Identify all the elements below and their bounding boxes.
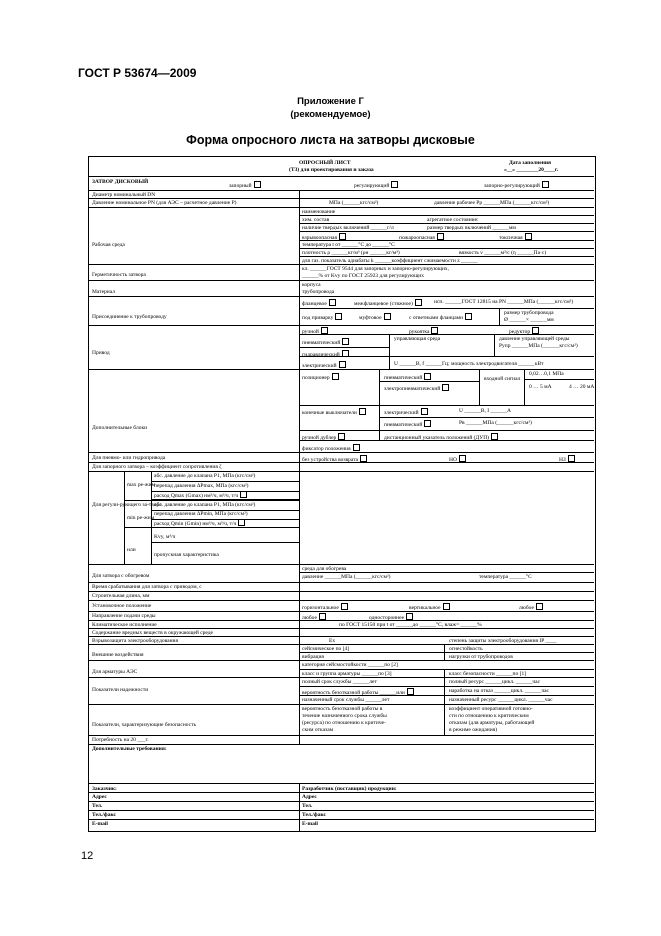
form-text: под приварку <box>302 313 342 321</box>
form-text: класс и группа арматуры ______по [3] <box>302 671 392 677</box>
rule-line <box>89 620 594 621</box>
customer-field: E-mail <box>92 821 108 827</box>
form-text: муфтовое <box>359 313 391 321</box>
form-text: наработка на отказ ______цикл. ______час <box>449 688 549 694</box>
valve-type-label: ЗАТВОР ДИСКОВЫЙ <box>92 179 149 185</box>
rule-line <box>89 611 594 612</box>
form-text: гидравлический <box>302 350 349 358</box>
form-text: вертикальное <box>409 603 450 611</box>
rule-line <box>299 572 594 573</box>
form-text: для газ. показатель адиабаты k ______коэффициент сжимаемости z ______ <box>302 258 478 264</box>
checkbox[interactable] <box>424 420 431 427</box>
rule-line <box>89 296 594 297</box>
form-text: Содержание вредных веществ в окружающей среде <box>92 630 213 636</box>
form-text: любое <box>302 613 326 621</box>
checkbox[interactable] <box>342 338 349 345</box>
rule-line <box>151 471 152 564</box>
checkbox[interactable] <box>329 299 336 306</box>
form-text: Показатели надежности <box>92 687 149 693</box>
rule-line <box>299 669 594 670</box>
rule-line <box>524 379 594 380</box>
checkbox[interactable] <box>384 313 391 320</box>
checkbox[interactable] <box>415 299 422 306</box>
checkbox[interactable] <box>442 384 449 391</box>
form-text: ручной дублер <box>302 433 345 441</box>
form-text: пневматический <box>302 338 349 346</box>
form-text: Дополнительные блоки <box>92 425 148 431</box>
checkbox[interactable] <box>421 408 428 415</box>
rule-line <box>299 686 594 687</box>
form-text: по ГОСТ 15150 при t от ______до ______°С, влаж= ______% <box>339 622 482 628</box>
form-text: давление рабочее Pр ______МПа (______кгс/см²) <box>434 200 550 206</box>
rule-line <box>299 223 594 224</box>
rule-line <box>299 215 594 216</box>
questionnaire-form <box>88 156 596 832</box>
form-text: корпуса <box>302 282 321 288</box>
rule-line <box>379 369 380 405</box>
form-text: одностороннее <box>369 613 413 621</box>
reg-parameter: перепад давления ΔPmin, МПа (кгс/см²) <box>154 511 248 517</box>
form-text: межфланцевое (стяжное) <box>354 299 422 307</box>
reg-parameter: пропускная характеристика <box>154 552 219 558</box>
form-text: полный срок службы ______лет <box>302 679 377 685</box>
reg-parameter: абс. давление до клапана P1, МПа (кгс/см²) <box>154 473 256 479</box>
form-text: назначенный срок службы ______лет <box>302 697 390 703</box>
form-text: вероятность безотказной работы в <box>302 706 383 712</box>
rule-line <box>89 264 594 265</box>
checkbox[interactable] <box>431 327 438 334</box>
checkbox[interactable] <box>339 361 346 368</box>
form-text: max ре-жим <box>127 482 156 488</box>
rule-line <box>89 704 594 705</box>
rule-line <box>299 347 389 348</box>
form-text: Строительная длина, мм <box>92 593 150 599</box>
form-text: редуктор <box>509 327 539 335</box>
form-text: категория сейсмостойкости ______по [2] <box>302 662 398 668</box>
checkbox[interactable] <box>359 408 366 415</box>
rule-line <box>89 636 594 637</box>
checkbox[interactable] <box>406 613 413 620</box>
form-text: Pв ______МПа (______кгс/см²) <box>459 420 532 426</box>
form-text: наименование <box>302 209 336 215</box>
checkbox[interactable] <box>254 181 261 188</box>
form-text: вязкость ν ______м²/с (η ______Па·с) <box>459 250 547 256</box>
form-text: Показатели, характеризующие безопасность <box>92 722 196 728</box>
form-text: хим. состав <box>302 217 330 223</box>
checkbox[interactable] <box>321 327 328 334</box>
form-text: Материал <box>92 289 115 295</box>
form-text: Ex <box>329 638 336 644</box>
customer-field: Тел./факс <box>92 812 116 818</box>
form-text: дистанционный указатель положений (ДУП) <box>384 433 498 441</box>
form-text: Рабочая среда <box>92 242 125 248</box>
rule-line <box>494 334 495 356</box>
rule-line <box>89 564 594 565</box>
form-text: взрывоопасная <box>302 233 346 241</box>
checkbox[interactable] <box>335 313 342 320</box>
form-text: нагрузки от трубопроводов <box>449 654 513 660</box>
form-text: среда для обогрева <box>302 566 347 572</box>
rule-line <box>299 783 300 831</box>
rule-line <box>379 417 594 418</box>
form-text: рукоятка <box>409 327 438 335</box>
form-text: исп. ______ГОСТ 12815 на PN ______МПа (______кгс/см²) <box>434 299 574 305</box>
rule-line <box>89 190 594 191</box>
checkbox[interactable] <box>459 455 466 462</box>
form-text: любое <box>519 603 543 611</box>
checkbox[interactable] <box>391 181 398 188</box>
form-text: вероятность безотказной работы ______или <box>302 688 414 696</box>
form-text: температура ______°С <box>479 574 532 580</box>
developer-title: Разработчик (поставщик) продукции: <box>302 786 397 792</box>
appendix-title: Приложение Г <box>297 96 364 107</box>
form-text: агрегатное состояние: <box>427 217 479 223</box>
rule-line <box>299 430 594 431</box>
form-text: U ______В, I ______А <box>459 408 511 414</box>
rule-line <box>89 644 594 645</box>
rule-line <box>299 231 594 232</box>
checkbox[interactable] <box>238 519 245 526</box>
form-text: НЗ <box>559 455 575 463</box>
checkbox[interactable] <box>332 373 339 380</box>
form-text: Время срабатывания для затвора с приводом, с <box>92 584 202 590</box>
option-shutoff-regulating: запорно-регулирующий <box>484 181 549 189</box>
rule-line <box>89 452 594 453</box>
rule-line <box>299 190 300 744</box>
checkbox[interactable] <box>525 233 532 240</box>
reg-parameter: расход Qmax (Gmax) нм³/ч, м³/ч, т/ч <box>154 491 247 499</box>
rule-line <box>89 471 594 472</box>
customer-title: Заказчик: <box>92 786 117 792</box>
checkbox[interactable] <box>532 327 539 334</box>
form-text: фиксатор положения <box>302 444 360 452</box>
form-text: 4 … 20 мА <box>569 384 595 390</box>
checkbox[interactable] <box>536 603 543 610</box>
form-text: Давление номинальное PN (для АЭС – расчетное давление P) <box>92 200 237 206</box>
form-text: класс безопасности ______по [1] <box>449 671 527 677</box>
form-text: ским отказам <box>302 727 334 733</box>
page-header: ГОСТ Р 53674—2009 <box>78 66 197 80</box>
checkbox[interactable] <box>437 233 444 240</box>
additional-requirements-label: Дополнительные требования: <box>92 746 167 752</box>
form-title: Форма опросного листа на затворы дисковые <box>186 133 475 147</box>
checkbox[interactable] <box>353 444 360 451</box>
checkbox[interactable] <box>542 181 549 188</box>
rule-line <box>444 704 445 735</box>
form-text: размер твердых включений ______мм <box>427 225 516 231</box>
rule-line <box>151 527 299 528</box>
rule-line <box>299 356 594 357</box>
rule-line <box>89 280 594 281</box>
form-text: или <box>127 547 136 553</box>
rule-line <box>124 500 299 501</box>
developer-field: Тел./факс <box>302 812 326 818</box>
form-text: Pупр ______МПа (______кгс/см²) <box>499 343 578 349</box>
rule-line <box>299 248 594 249</box>
form-text: Для регули-рующего за-твора <box>92 502 162 508</box>
form-text: Для арматуры АЭС <box>92 669 138 675</box>
form-text: вибрация <box>302 654 324 660</box>
form-text: горизонтальное <box>302 603 348 611</box>
form-text: 0,02…0,1 МПа <box>529 371 564 377</box>
rule-line <box>89 369 594 370</box>
form-text: входной сигнал <box>484 376 521 382</box>
form-text: Климатическое исполнение <box>92 622 157 628</box>
rule-line <box>89 628 594 629</box>
rule-line <box>89 792 594 793</box>
form-text: ручной <box>302 327 328 335</box>
form-text: пневматический <box>384 373 431 381</box>
checkbox[interactable] <box>319 613 326 620</box>
rule-line <box>89 325 594 326</box>
rule-line <box>389 334 390 369</box>
form-text: степень защиты электрооборудования IP ____ <box>449 638 557 644</box>
rule-line <box>299 695 594 696</box>
form-text: U ______В, f ______Гц; мощность электродвигателя ______кВт <box>394 361 544 367</box>
form-text: Диаметр номинальный DN <box>92 192 156 198</box>
form-text: назначенный ресурс ______цикл. ______час <box>449 697 553 703</box>
reg-parameter: перепад давления ΔPmax, МПа (кгс/см²) <box>154 483 249 489</box>
form-header-subtitle: (ТЗ) для проектирования и заказа <box>289 167 374 173</box>
form-text: пожароопасная <box>399 233 444 241</box>
rule-line <box>151 542 299 543</box>
checkbox[interactable] <box>568 455 575 462</box>
rule-line <box>89 660 594 661</box>
rule-line <box>89 207 594 208</box>
form-text: кл. ______ГОСТ 9544 для запорных и запорно-регулирующих, <box>302 266 450 272</box>
form-text: без устройства возврата <box>302 455 367 463</box>
checkbox[interactable] <box>491 433 498 440</box>
checkbox[interactable] <box>465 313 472 320</box>
form-text: Присоединение к трубопроводу <box>92 314 167 320</box>
form-text: сейсмическое по [4] <box>302 646 350 652</box>
rule-line <box>89 198 594 199</box>
form-text: огнестойкость <box>449 646 483 652</box>
page-number: 12 <box>81 850 94 862</box>
form-text: коэффициент оперативной готовно- <box>449 706 533 712</box>
rule-line <box>444 677 445 704</box>
checkbox[interactable] <box>360 455 367 462</box>
form-text: Для затвора с обогревом <box>92 573 150 579</box>
reg-parameter: абс. давление до клапана P1, МПа (кгс/см²) <box>154 502 256 508</box>
option-regulating: регулирующий <box>354 181 398 189</box>
form-text: НО <box>449 455 466 463</box>
form-header-title: ОПРОСНЫЙ ЛИСТ <box>299 160 351 166</box>
checkbox[interactable] <box>339 233 346 240</box>
developer-field: Тел. <box>302 803 313 809</box>
rule-line <box>499 308 500 325</box>
option-shutoff: запорный <box>229 181 261 189</box>
rule-line <box>89 176 594 177</box>
rule-line <box>89 462 594 463</box>
rule-line <box>379 381 479 382</box>
form-text: температура t от ______°С до ______°С <box>302 242 395 248</box>
form-text: МПа (______кгс/см²) <box>329 200 379 206</box>
rule-line <box>479 369 480 405</box>
appendix-note: (рекомендуемое) <box>290 109 371 120</box>
rule-line <box>524 369 525 405</box>
rule-line <box>89 810 594 811</box>
form-text: позиционер <box>302 373 339 381</box>
form-text: в режиме ожидания) <box>449 727 498 733</box>
form-text: Для запорного затвора – коэффициент сопротивления ζ <box>92 464 222 470</box>
rule-line <box>379 430 380 440</box>
form-text: конечные выключатели <box>302 408 366 416</box>
rule-line <box>151 481 299 482</box>
form-text: давление управляющей среды <box>499 336 570 342</box>
form-text: управляющая среда <box>394 336 441 342</box>
rule-line <box>299 256 594 257</box>
customer-field: Адрес <box>92 794 107 800</box>
rule-line <box>299 240 594 241</box>
checkbox[interactable] <box>341 603 348 610</box>
rule-line <box>89 735 594 736</box>
rule-line <box>299 308 594 309</box>
rule-line <box>444 669 445 677</box>
rule-line <box>299 652 594 653</box>
date-field: «__» ________20____г. <box>504 167 559 173</box>
checkbox[interactable] <box>443 603 450 610</box>
rule-line <box>89 819 594 820</box>
form-text: 0 … 5 мА <box>529 384 552 390</box>
rule-line <box>124 471 125 564</box>
rule-line <box>89 591 594 592</box>
form-text: электрический <box>302 361 346 369</box>
rule-line <box>89 744 594 745</box>
form-text: Потребность на 20 ___г. <box>92 737 149 743</box>
form-text: Ø ______× ______мм <box>504 317 554 323</box>
form-text: Для пневмо- или гидропривода <box>92 455 166 461</box>
form-text: электрический <box>384 408 428 416</box>
rule-line <box>299 440 594 441</box>
rule-line <box>299 405 594 406</box>
checkbox[interactable] <box>407 688 414 695</box>
rule-line <box>299 334 594 335</box>
developer-field: Адрес <box>302 794 317 800</box>
form-text: полный ресурс ______цикл. ______час <box>449 679 541 685</box>
rule-line <box>89 600 594 601</box>
checkbox[interactable] <box>338 433 345 440</box>
form-text: давление ______МПа (______кгс/см²) <box>302 574 391 580</box>
form-text: сти по отношению к критическим <box>449 713 529 719</box>
form-text: min ре-жим <box>127 515 155 521</box>
form-text: токсичная <box>499 233 532 241</box>
reg-parameter: расход Qmin (Gmin) нм³/ч, м³/ч, т/ч <box>154 519 245 527</box>
rule-line <box>89 801 594 802</box>
form-text: Взрывозащита электрооборудования <box>92 638 179 644</box>
customer-field: Тел. <box>92 803 103 809</box>
form-text: течение назначенного срока службы <box>302 713 387 719</box>
form-text: плотность ρ ______кг/м³ (ρн ______кг/м³) <box>302 250 400 256</box>
checkbox[interactable] <box>424 373 431 380</box>
reg-parameter: Kvy, м³/ч <box>154 534 176 540</box>
form-text: Привод <box>92 350 110 356</box>
rule-line <box>89 783 594 784</box>
rule-line <box>89 677 594 678</box>
form-text: ______% от Kvy по ГОСТ 25923 для регулирующих <box>302 273 424 279</box>
form-text: Герметичность затвора <box>92 272 146 278</box>
form-text: наличие твердых включений ______г/л <box>302 225 394 231</box>
form-text: Внешние воздействия <box>92 652 144 658</box>
form-text: отказам (для арматуры, работающей <box>449 720 535 726</box>
checkbox[interactable] <box>240 491 247 498</box>
form-text: (ресурса) по отношению к критиче- <box>302 720 386 726</box>
form-text: трубопровода <box>302 289 335 295</box>
form-text: пневматический <box>384 420 431 428</box>
form-text: фланцевое <box>302 299 336 307</box>
developer-field: E-mail <box>302 821 318 827</box>
date-label: Дата заполнения <box>509 160 552 166</box>
rule-line <box>89 582 594 583</box>
rule-line <box>444 644 445 660</box>
form-text: Направление подачи среды <box>92 613 156 619</box>
form-text: электропневматический <box>384 384 449 392</box>
form-text: с ответными фланцами <box>409 313 472 321</box>
form-text: размер трубопровода <box>504 310 554 316</box>
form-text: Установочное положение <box>92 603 152 609</box>
rule-line <box>151 499 299 500</box>
